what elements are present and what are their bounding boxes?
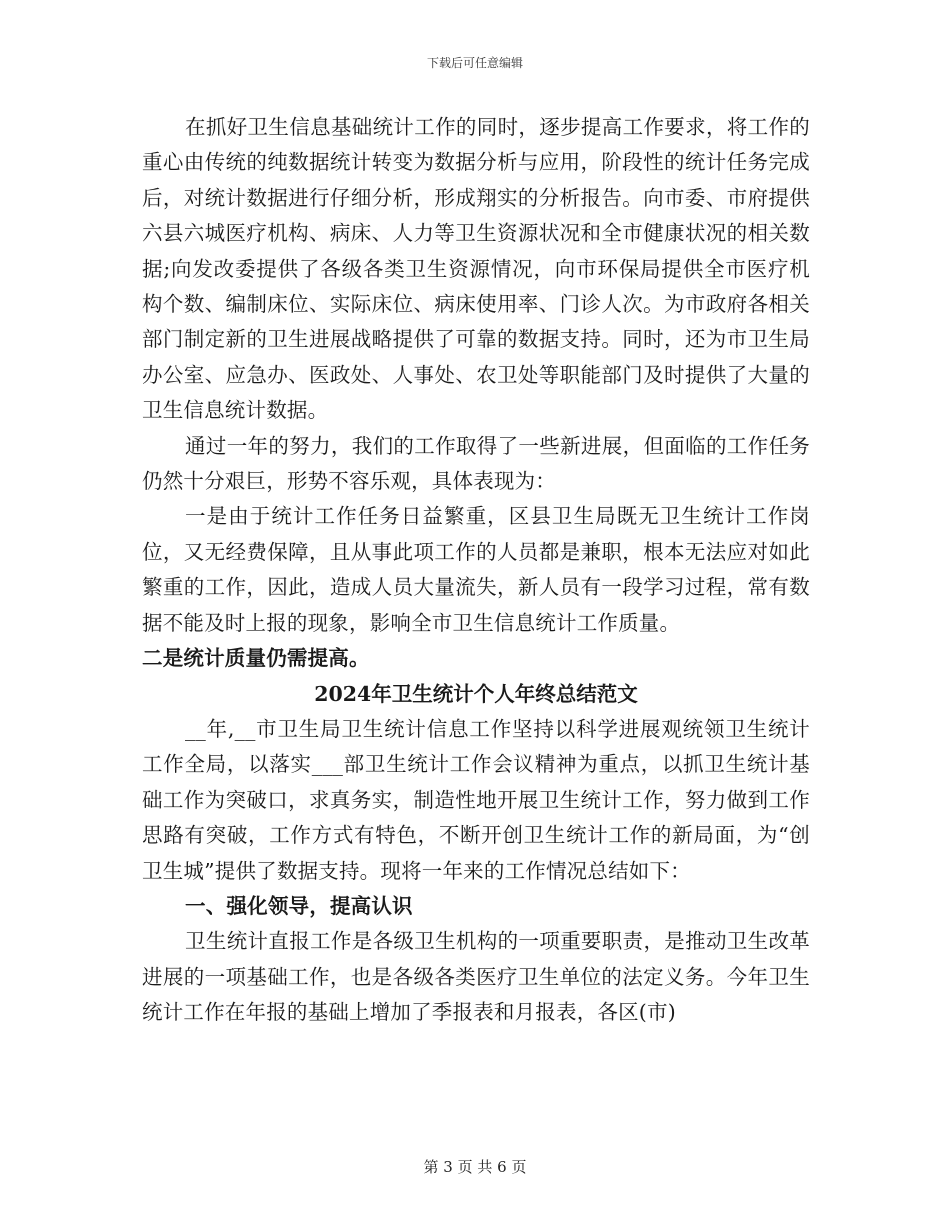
body-paragraph: __年,__市卫生局卫生统计信息工作坚持以科学进展观统领卫生统计工作全局，以落实___部卫生统计工作会议精神为重点，以抓卫生统计基础工作为突破口，求真务实，制造性地开展卫生统计工作，努力做到工作思路有突破，工作方式有特色，不断开创卫生统计工作的新局面，为“创卫生城”提供了数据支持。现将一年来的工作情况总结如下： xyxy=(142,716,810,883)
page-number: 第 3 页 共 6 页 xyxy=(423,1158,527,1176)
body-paragraph: 在抓好卫生信息基础统计工作的同时，逐步提高工作要求，将工作的重心由传统的纯数据统计转变为数据分析与应用，阶段性的统计任务完成后，对统计数据进行仔细分析，形成翔实的分析报告。向市委、市府提供六县六城医疗机构、病床、人力等卫生资源状况和全市健康状况的相关数据;向发改委提供了各级各类卫生资源情况，向市环保局提供全市医疗机构个数、编制床位、实际床位、病床使用率、门诊人次。为市政府各相关部门制定新的卫生进展战略提供了可靠的数据支持。同时，还为市卫生局办公室、应急办、医政处、人事处、农卫处等职能部门及时提供了大量的卫生信息统计数据。 xyxy=(142,115,810,423)
body-paragraph: 卫生统计直报工作是各级卫生机构的一项重要职责，是推动卫生改革进展的一项基础工作，也是各级各类医疗卫生单位的法定义务。今年卫生统计工作在年报的基础上增加了季报表和月报表，各区(市) xyxy=(142,929,810,1025)
article-title: 2024年卫生统计个人年终总结范文 xyxy=(314,681,638,706)
document-body xyxy=(142,110,810,1031)
page-header-note: 下载后可任意编辑 xyxy=(426,56,523,70)
bold-statement: 二是统计质量仍需提高。 xyxy=(142,646,370,671)
body-paragraph: 通过一年的努力，我们的工作取得了一些新进展，但面临的工作任务仍然十分艰巨，形势不容乐观，具体表现为： xyxy=(142,433,810,494)
body-paragraph: 一是由于统计工作任务日益繁重，区县卫生局既无卫生统计工作岗位，又无经费保障，且从事此项工作的人员都是兼职，根本无法应对如此繁重的工作，因此，造成人员大量流失，新人员有一段学习过程，常有数据不能及时上报的现象，影响全市卫生信息统计工作质量。 xyxy=(142,504,810,635)
section-heading: 一、强化领导，提高认识 xyxy=(185,893,413,918)
